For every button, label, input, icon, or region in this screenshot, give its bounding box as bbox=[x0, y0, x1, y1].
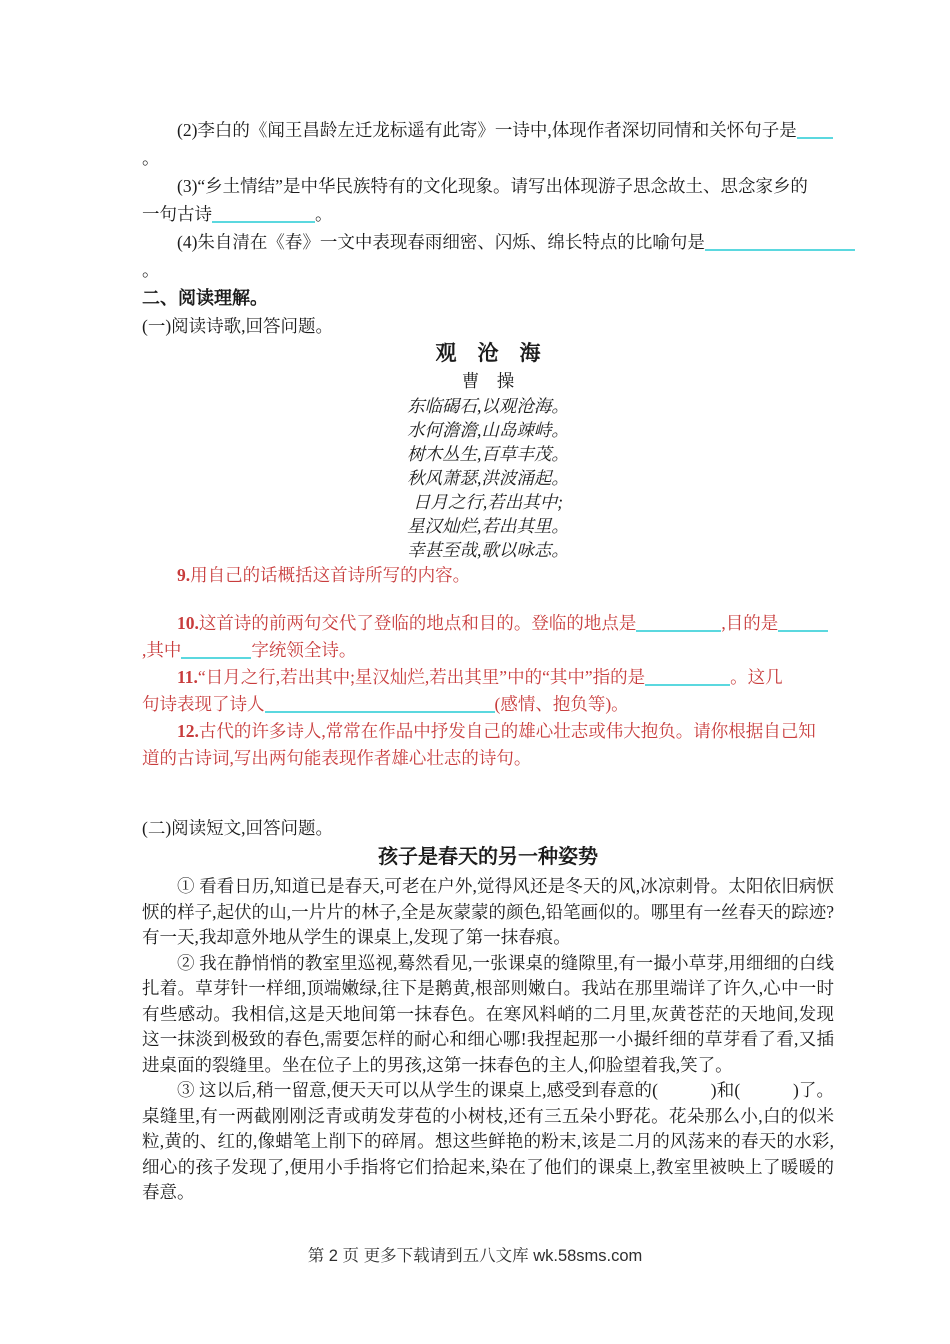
question-10-line2 bbox=[142, 637, 834, 664]
fill-question-2 bbox=[142, 116, 834, 144]
question-11-blank-qizhong bbox=[645, 672, 730, 686]
page-footer bbox=[0, 1244, 950, 1268]
question-11-text: (感情、抱负等)。 bbox=[494, 694, 629, 714]
poem-title: 观 沧 海 bbox=[435, 342, 541, 365]
question-11-number: 11. bbox=[177, 667, 198, 687]
fill-question-3-prefix: 一句古诗 bbox=[142, 204, 212, 224]
question-11-blank-feeling bbox=[265, 699, 495, 713]
fill-question-2-blank bbox=[797, 125, 833, 139]
fill-question-2-period bbox=[142, 144, 834, 172]
question-11-text: 句诗表现了诗人 bbox=[142, 694, 265, 714]
fill-question-4-period bbox=[142, 256, 834, 284]
question-10-text: 字统领全诗。 bbox=[251, 640, 357, 660]
question-12-number: 12. bbox=[177, 721, 199, 741]
question-10-text: 这首诗的前两句交代了登临的地点和目的。登临的地点是 bbox=[198, 613, 637, 633]
question-11-line2 bbox=[142, 691, 834, 718]
question-9 bbox=[142, 562, 834, 589]
part1-intro: (一)阅读诗歌,回答问题。 bbox=[142, 316, 334, 336]
question-11-text: “日月之行,若出其中;星汉灿烂,若出其里”中的“其中”指的是 bbox=[197, 667, 646, 687]
footer-text: 第 2 页 更多下载请到五八文库 wk.58sms.com bbox=[307, 1247, 643, 1265]
period-text: 。 bbox=[142, 260, 160, 280]
section-heading-reading: 二、阅读理解。 bbox=[142, 288, 268, 308]
period-text: 。 bbox=[142, 148, 160, 168]
poem-line: 秋风萧瑟,洪波涌起。 bbox=[407, 468, 569, 488]
essay-paragraph-3: ③ 这以后,稍一留意,便天天可以从学生的课桌上,感受到春意的( )和( )了。桌缝里,有一两截刚刚泛青或萌发芽苞的小树枝,还有三五朵小野花。花朵那么小,白的似米粒,黄的、红的,像蜡笔上削下的碎屑。想这些鲜艳的粉末,该是二月的风荡来的春天的水彩,细心的孩子发现了,便用小手指将它们拾起来,染在了他们的课桌上,教室里被映上了暖暖的春意。 bbox=[142, 1080, 834, 1202]
essay-paragraph-1: ① 看看日历,知道已是春天,可老在户外,觉得风还是冬天的风,冰凉刺骨。太阳依旧病恹恹的样子,起伏的山,一片片的林子,全是灰蒙蒙的颜色,铅笔画似的。哪里有一丝春天的踪迹?有一天,我却意外地从学生的课桌上,发现了第一抹春痕。 bbox=[142, 876, 834, 947]
poem-line: 树木丛生,百草丰茂。 bbox=[407, 444, 569, 464]
poem-line: 幸甚至哉,歌以咏志。 bbox=[407, 540, 569, 560]
essay-paragraph-2: ② 我在静悄悄的教室里巡视,蓦然看见,一张课桌的缝隙里,有一撮小草芽,用细细的白线扎着。草芽针一样细,顶端嫩绿,往下是鹅黄,根部则嫩白。我站在那里端详了许久,心中一时有些感动。我相信,这是天地间第一抹春色。在寒风料峭的二月里,灰黄苍茫的天地间,发现这一抹淡到极致的春色,需要怎样的耐心和细心哪!我捏起那一小撮纤细的草芽看了看,又插进桌面的裂缝里。坐在位子上的男孩,这第一抹春色的主人,仰脸望着我,笑了。 bbox=[142, 952, 834, 1075]
question-10-blank-purpose bbox=[778, 618, 828, 632]
question-12-line2: 道的古诗词,写出两句能表现作者雄心壮志的诗句。 bbox=[142, 748, 532, 768]
essay-title: 孩子是春天的另一种姿势 bbox=[378, 846, 598, 868]
fill-question-3-text: (3)“乡土情结”是中华民族特有的文化现象。请写出体现游子思念故土、思念家乡的 bbox=[177, 176, 808, 196]
poem-author: 曹 操 bbox=[461, 371, 515, 391]
question-12-text: 古代的许多诗人,常常在作品中抒发自己的雄心壮志或伟大抱负。请你根据自己知 bbox=[198, 721, 816, 741]
question-9-number: 9. bbox=[177, 565, 191, 585]
page-content bbox=[142, 116, 834, 1206]
poem-line: 水何澹澹,山岛竦峙。 bbox=[407, 420, 569, 440]
poem bbox=[142, 340, 834, 562]
fill-question-4 bbox=[142, 228, 834, 256]
question-10-text: ,其中 bbox=[142, 640, 182, 660]
fill-question-4-text: (4)朱自清在《春》一文中表现春雨细密、闪烁、绵长特点的比喻句是 bbox=[177, 232, 705, 252]
fill-question-4-blank bbox=[705, 237, 855, 251]
question-10-line1 bbox=[142, 610, 834, 637]
question-10-blank-location bbox=[636, 618, 721, 632]
question-10-number: 10. bbox=[177, 613, 199, 633]
period-text: 。 bbox=[315, 204, 333, 224]
fill-question-2-text: (2)李白的《闻王昌龄左迁龙标遥有此寄》一诗中,体现作者深切同情和关怀句子是 bbox=[177, 120, 797, 140]
fill-question-3-line1 bbox=[142, 172, 834, 200]
question-10-text: ,目的是 bbox=[721, 613, 779, 633]
question-10-blank-word bbox=[181, 645, 251, 659]
question-11-line1 bbox=[142, 664, 834, 691]
question-12-line1 bbox=[142, 718, 834, 745]
question-11-text: 。这几 bbox=[730, 667, 783, 687]
question-9-text: 用自己的话概括这首诗所写的内容。 bbox=[190, 565, 471, 585]
poem-line: 东临碣石,以观沧海。 bbox=[407, 396, 569, 416]
poem-line: 日月之行,若出其中; bbox=[412, 492, 564, 512]
fill-question-3-line2 bbox=[142, 200, 834, 228]
fill-question-3-blank bbox=[212, 209, 315, 223]
part2-intro: (二)阅读短文,回答问题。 bbox=[142, 818, 334, 838]
poem-line: 星汉灿烂,若出其里。 bbox=[407, 516, 569, 536]
